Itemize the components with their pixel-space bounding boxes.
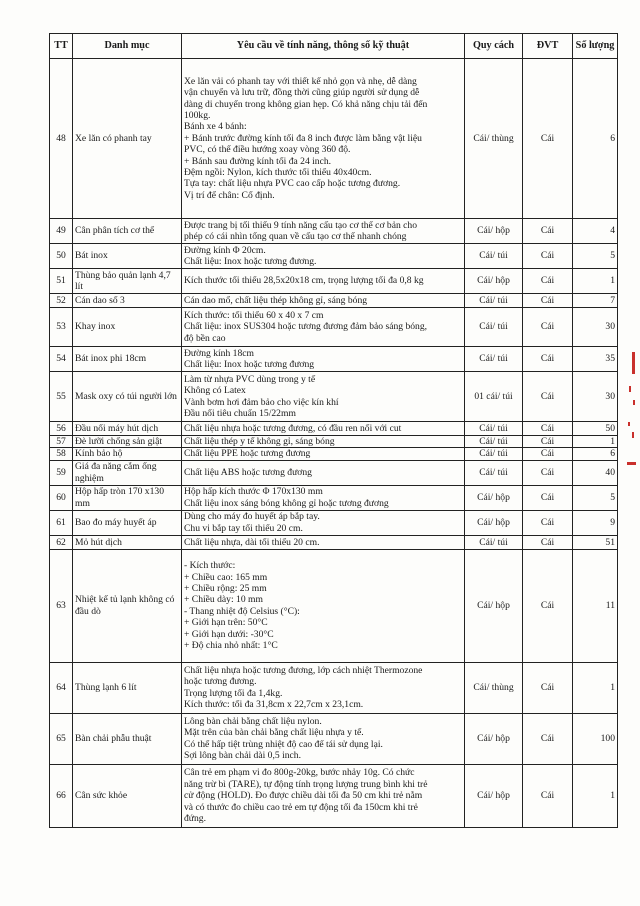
spec-line: cử động (HOLD). Đo được chiều dài tối đa 50 cm khi trẻ nằm <box>184 790 423 802</box>
item-name: Giá đa năng cắm ống nghiệm <box>73 460 182 485</box>
item-unit: Cái <box>523 294 573 308</box>
spec-line: vận chuyển và lưu trữ, đồng thời cũng giúp người sử dụng dễ <box>184 87 420 99</box>
spec-line: + Giới hạn dưới: -30°C <box>184 628 274 640</box>
spec-line: + Bánh trước đường kính tối đa 8 inch được làm bằng vật liệu <box>184 132 422 144</box>
row-number: 63 <box>50 549 73 662</box>
item-specification <box>182 347 465 372</box>
spec-line: Kích thước: tối đa 31,8cm x 22,7cm x 23,1cm. <box>184 699 364 711</box>
spec-line: độ bền cao <box>184 332 226 344</box>
item-quantity: 40 <box>573 460 618 485</box>
spec-line: + Chiều dày: 10 mm <box>184 594 263 606</box>
item-unit: Cái <box>523 372 573 422</box>
item-quantity: 4 <box>573 219 618 244</box>
item-unit: Cái <box>523 448 573 460</box>
item-name: Cân sức khỏe <box>73 764 182 827</box>
row-number: 51 <box>50 269 73 294</box>
table-row <box>50 347 618 372</box>
item-specification <box>182 510 465 535</box>
spec-line: - Thang nhiệt độ Celsius (°C): <box>184 605 300 617</box>
spec-line: + Bánh sau đường kính tối đa 24 inch. <box>184 155 332 167</box>
table-row <box>50 549 618 662</box>
item-name: Đầu nối máy hút dịch <box>73 422 182 436</box>
item-packing: Cái/ túi <box>465 308 523 347</box>
spec-line: Mặt trên của bàn chải bằng chất liệu nhựa y tế. <box>184 727 364 739</box>
item-name: Cán dao số 3 <box>73 294 182 308</box>
item-unit: Cái <box>523 422 573 436</box>
item-quantity: 30 <box>573 372 618 422</box>
spec-line: Tựa tay: chất liệu nhựa PVC cao cấp hoặc tương đương. <box>184 178 401 190</box>
item-quantity: 1 <box>573 436 618 448</box>
row-number: 59 <box>50 460 73 485</box>
item-unit: Cái <box>523 460 573 485</box>
table-row <box>50 219 618 244</box>
item-name: Hộp hấp tròn 170 x130 mm <box>73 485 182 510</box>
spec-line: Chất liệu: Inox hoặc tương đương. <box>184 256 317 267</box>
item-quantity: 6 <box>573 448 618 460</box>
item-name: Bàn chải phẫu thuật <box>73 713 182 764</box>
item-name: Xe lăn có phanh tay <box>73 59 182 219</box>
item-unit: Cái <box>523 713 573 764</box>
spec-line: Được trang bị tối thiểu 9 tính năng cấu tạo cơ thể cơ bản cho <box>184 219 418 231</box>
spec-line: Dùng cho máy đo huyết áp bắp tay. <box>184 511 320 523</box>
item-specification <box>182 662 465 713</box>
item-packing: Cái/ hộp <box>465 713 523 764</box>
spec-line: Kích thước: tối thiểu 60 x 40 x 7 cm <box>184 309 324 321</box>
spec-line: Vị trí để chân: Cố định. <box>184 189 275 201</box>
item-quantity: 6 <box>573 59 618 219</box>
item-packing: Cái/ túi <box>465 535 523 549</box>
item-unit: Cái <box>523 59 573 219</box>
item-quantity: 30 <box>573 308 618 347</box>
item-unit: Cái <box>523 485 573 510</box>
item-packing: Cái/ túi <box>465 436 523 448</box>
item-packing: Cái/ túi <box>465 448 523 460</box>
header-quantity: Số lượng <box>573 34 618 59</box>
spec-line: dàng di chuyển trong không gian hẹp. Có khả năng chịu tải đến <box>184 98 428 110</box>
spec-line: Chất liệu nhựa, dài tối thiểu 20 cm. <box>184 536 320 548</box>
item-quantity: 1 <box>573 764 618 827</box>
row-number: 64 <box>50 662 73 713</box>
spec-line: Chất liệu nhựa hoặc tương đương, có đầu ren nối với cut <box>184 422 402 434</box>
spec-line: Lông bàn chải bằng chất liệu nylon. <box>184 716 322 727</box>
item-name: Mỏ hút dịch <box>73 535 182 549</box>
spec-line: + Chiều rộng: 25 mm <box>184 583 267 594</box>
table-row <box>50 662 618 713</box>
spec-line: Trọng lượng tối đa 1,4kg. <box>184 687 283 699</box>
row-number: 66 <box>50 764 73 827</box>
item-name: Nhiệt kế tủ lạnh không có đầu dò <box>73 549 182 662</box>
table-row <box>50 713 618 764</box>
item-quantity: 11 <box>573 549 618 662</box>
table-row <box>50 294 618 308</box>
item-unit: Cái <box>523 535 573 549</box>
item-name: Bao đo máy huyết áp <box>73 510 182 535</box>
item-unit: Cái <box>523 347 573 372</box>
item-unit: Cái <box>523 436 573 448</box>
table-row <box>50 448 618 460</box>
item-packing: Cái/ thùng <box>465 59 523 219</box>
row-number: 50 <box>50 244 73 269</box>
item-specification <box>182 422 465 436</box>
row-number: 52 <box>50 294 73 308</box>
item-name: Mask oxy có túi người lớn <box>73 372 182 422</box>
row-number: 58 <box>50 448 73 460</box>
spec-line: Chất liệu PPE hoặc tương đương <box>184 448 311 460</box>
item-quantity: 5 <box>573 485 618 510</box>
item-quantity: 1 <box>573 269 618 294</box>
table-row <box>50 308 618 347</box>
row-number: 53 <box>50 308 73 347</box>
spec-line: Chất liệu inox sáng bóng không gỉ hoặc tương đương <box>184 497 389 509</box>
item-specification <box>182 460 465 485</box>
table-row <box>50 422 618 436</box>
item-packing: Cái/ hộp <box>465 269 523 294</box>
item-quantity: 5 <box>573 244 618 269</box>
row-number: 65 <box>50 713 73 764</box>
item-unit: Cái <box>523 269 573 294</box>
item-name: Cân phân tích cơ thể <box>73 219 182 244</box>
header-tt: TT <box>50 34 73 59</box>
item-packing: Cái/ hộp <box>465 485 523 510</box>
item-name: Thùng bảo quản lạnh 4,7 lít <box>73 269 182 294</box>
item-unit: Cái <box>523 662 573 713</box>
spec-line: + Độ chia nhỏ nhất: 1°C <box>184 640 278 652</box>
spec-line: Chất liệu: Inox hoặc tương đương <box>184 359 315 370</box>
item-packing: Cái/ thùng <box>465 662 523 713</box>
spec-line: năng trừ bì (TARE), tự động tính trọng lượng trung bình khi trẻ <box>184 778 428 790</box>
spec-line: Đường kính Φ 20cm. <box>184 244 266 256</box>
item-packing: Cái/ hộp <box>465 549 523 662</box>
item-unit: Cái <box>523 764 573 827</box>
table-row <box>50 510 618 535</box>
item-name: Bát inox <box>73 244 182 269</box>
item-packing: Cái/ hộp <box>465 510 523 535</box>
header-category: Danh mục <box>73 34 182 59</box>
item-specification <box>182 244 465 269</box>
item-name: Khay inox <box>73 308 182 347</box>
header-unit: ĐVT <box>523 34 573 59</box>
table-row <box>50 436 618 448</box>
item-packing: Cái/ túi <box>465 460 523 485</box>
spec-line: + Giới hạn trên: 50°C <box>184 617 268 629</box>
item-packing: Cái/ túi <box>465 347 523 372</box>
row-number: 60 <box>50 485 73 510</box>
spec-line: Chất liệu thép y tế không gỉ, sáng bóng <box>184 436 335 447</box>
item-unit: Cái <box>523 219 573 244</box>
table-row <box>50 535 618 549</box>
item-packing: Cái/ hộp <box>465 764 523 827</box>
item-name: Kính bảo hộ <box>73 448 182 460</box>
table-row <box>50 460 618 485</box>
item-specification <box>182 269 465 294</box>
item-quantity: 1 <box>573 662 618 713</box>
item-unit: Cái <box>523 308 573 347</box>
specification-table <box>49 33 618 828</box>
item-specification <box>182 219 465 244</box>
item-specification <box>182 535 465 549</box>
spec-line: Sợi lông bàn chải dài 0,5 inch. <box>184 750 301 762</box>
table-header-row <box>50 34 618 59</box>
spec-line: - Kích thước: <box>184 560 236 572</box>
item-quantity: 50 <box>573 422 618 436</box>
spec-line: Cân trẻ em phạm vi đo 800g-20kg, bước nhảy 10g. Có chức <box>184 767 415 779</box>
item-quantity: 7 <box>573 294 618 308</box>
spec-line: đứng. <box>184 812 206 824</box>
spec-line: Chất liệu nhựa hoặc tương đương, lớp cách nhiệt Thermozone <box>184 665 423 676</box>
spec-line: Chất liệu ABS hoặc tương đương <box>184 467 312 479</box>
item-quantity: 100 <box>573 713 618 764</box>
item-specification <box>182 549 465 662</box>
table-row <box>50 269 618 294</box>
item-packing: Cái/ túi <box>465 244 523 269</box>
row-number: 56 <box>50 422 73 436</box>
spec-line: Đầu nối tiêu chuẩn 15/22mm <box>184 407 296 419</box>
spec-line: Hộp hấp kích thước Φ 170x130 mm <box>184 486 323 498</box>
table-body <box>50 59 618 828</box>
spec-line: phép có cái nhìn tổng quan về cấu tạo cơ thể nhanh chóng <box>184 231 407 242</box>
table-row <box>50 485 618 510</box>
spec-line: Không có Latex <box>184 385 246 397</box>
spec-line: + Chiều cao: 165 mm <box>184 571 268 583</box>
row-number: 61 <box>50 510 73 535</box>
item-specification <box>182 448 465 460</box>
item-unit: Cái <box>523 244 573 269</box>
item-specification <box>182 485 465 510</box>
header-spec: Yêu cầu về tính năng, thông số kỹ thuật <box>182 34 465 59</box>
item-name: Thùng lạnh 6 lít <box>73 662 182 713</box>
page-edge-mark <box>624 352 638 472</box>
row-number: 49 <box>50 219 73 244</box>
item-specification <box>182 294 465 308</box>
item-specification <box>182 372 465 422</box>
header-packing: Quy cách <box>465 34 523 59</box>
spec-line: Làm từ nhựa PVC dùng trong y tế <box>184 373 316 385</box>
spec-line: hoặc tương đương. <box>184 676 257 688</box>
table-row <box>50 372 618 422</box>
spec-line: PVC, có thể điều hướng xoay vòng 360 độ. <box>184 144 351 156</box>
spec-line: 100kg. <box>184 109 211 121</box>
spec-line: Đệm ngồi: Nylon, kích thước tối thiểu 40x40cm. <box>184 167 372 179</box>
item-packing: Cái/ hộp <box>465 219 523 244</box>
item-quantity: 51 <box>573 535 618 549</box>
item-quantity: 35 <box>573 347 618 372</box>
item-packing: Cái/ túi <box>465 294 523 308</box>
row-number: 48 <box>50 59 73 219</box>
item-specification <box>182 713 465 764</box>
row-number: 57 <box>50 436 73 448</box>
table-row <box>50 244 618 269</box>
item-quantity: 9 <box>573 510 618 535</box>
table-row <box>50 764 618 827</box>
item-packing: 01 cái/ túi <box>465 372 523 422</box>
spec-line: Bánh xe 4 bánh: <box>184 121 247 133</box>
spec-line: và có thước đo chiều cao trẻ em tự động tối đa 150cm khi trẻ <box>184 801 418 813</box>
item-name: Đè lưỡi chống sản giật <box>73 436 182 448</box>
item-unit: Cái <box>523 510 573 535</box>
row-number: 55 <box>50 372 73 422</box>
table-row <box>50 59 618 219</box>
spec-line: Cán dao mổ, chất liệu thép không gỉ, sáng bóng <box>184 294 368 306</box>
item-specification <box>182 308 465 347</box>
spec-line: Kích thước tối thiểu 28,5x20x18 cm, trọng lượng tối đa 0,8 kg <box>184 275 424 287</box>
spec-line: Đường kính 18cm <box>184 347 254 359</box>
row-number: 54 <box>50 347 73 372</box>
item-packing: Cái/ túi <box>465 422 523 436</box>
item-specification <box>182 59 465 219</box>
row-number: 62 <box>50 535 73 549</box>
item-unit: Cái <box>523 549 573 662</box>
item-specification <box>182 764 465 827</box>
item-name: Bát inox phi 18cm <box>73 347 182 372</box>
spec-line: Chu vi bắp tay tối thiểu 20 cm. <box>184 522 303 534</box>
spec-line: Có thể hấp tiệt trùng nhiệt độ cao để tái sử dụng lại. <box>184 738 383 750</box>
item-specification <box>182 436 465 448</box>
spec-line: Vành bơm hơi đảm bảo cho việc kín khí <box>184 396 339 408</box>
spec-line: Xe lăn vải có phanh tay với thiết kế nhỏ gọn và nhẹ, dễ dàng <box>184 75 417 87</box>
spec-line: Chất liệu: inox SUS304 hoặc tương đương đảm bảo sáng bóng, <box>184 321 428 333</box>
